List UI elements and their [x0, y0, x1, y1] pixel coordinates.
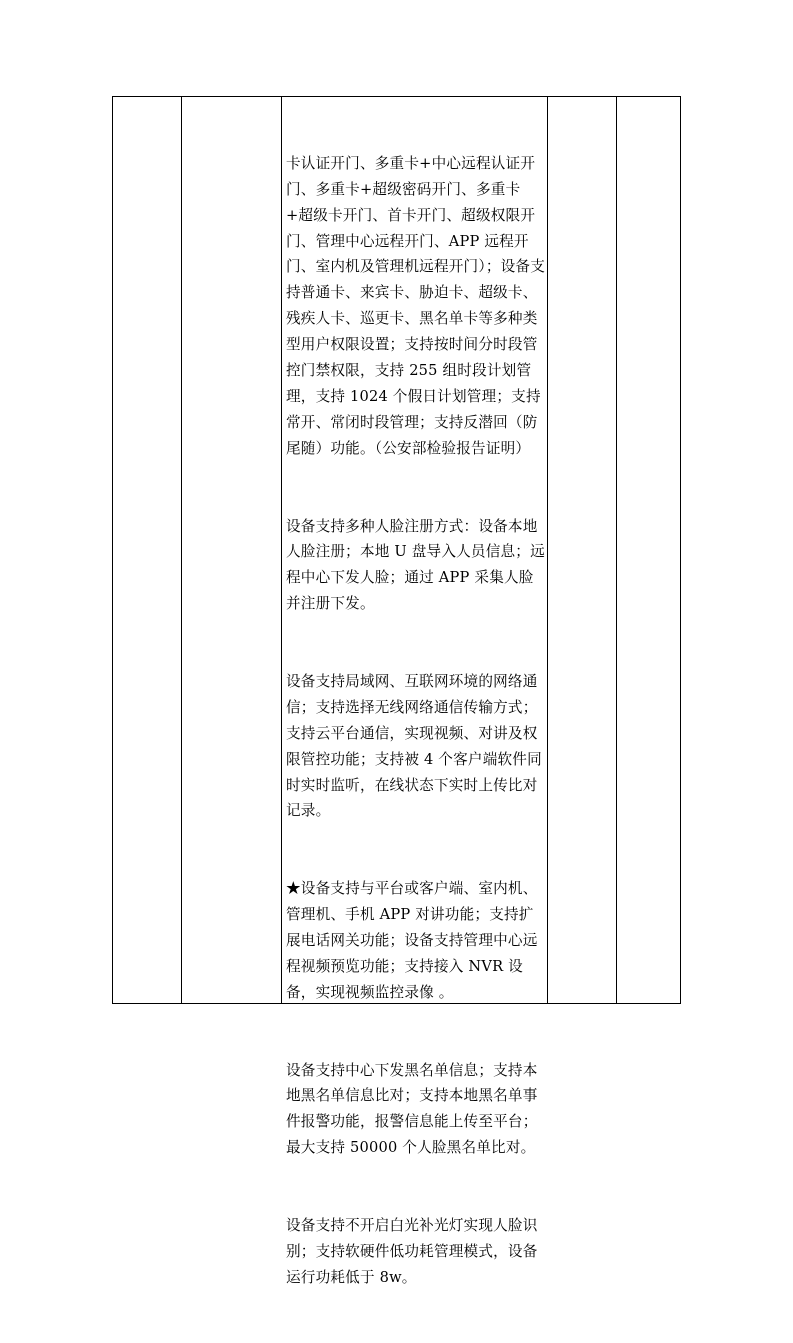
column-divider-3 — [547, 97, 548, 1003]
spec-description-cell — [286, 99, 546, 1343]
spec-paragraph-4: ★设备支持与平台或客户端、室内机、管理机、手机 APP 对讲功能；支持扩展电话网关功能；设备支持管理中心远程视频预览功能；支持接入 NVR 设备，实现视频监控录像 。 — [286, 880, 538, 1001]
spec-paragraph-3: 设备支持局域网、互联网环境的网络通信；支持选择无线网络通信传输方式；支持云平台通信，实现视频、对讲及权限管控功能；支持被 4 个客户端软件同时实时监听，在线状态下实时上传比对记录。 — [286, 672, 542, 820]
column-divider-1 — [181, 97, 182, 1003]
spec-paragraph-6: 设备支持不开启白光补光灯实现人脸识别；支持软硬件低功耗管理模式，设备运行功耗低于 8w。 — [286, 1216, 538, 1286]
column-divider-2 — [281, 97, 282, 1003]
spec-table — [112, 96, 681, 1286]
spec-paragraph-1: 卡认证开门、多重卡+中心远程认证开门、多重卡+超级密码开门、多重卡+超级卡开门、首卡开门、超级权限开门、管理中心远程开门、APP 远程开门、室内机及管理机远程开门）；设备支持普通卡、来宾卡、胁迫卡、超级卡、残疾人卡、巡更卡、黑名单卡等多种类型用户权限设置；支持按时间分时段管控门禁权限，支持 255 组时段计划管理，支持 1024 个假日计划管理；支持常开、常闭时段管理；支持反潜回（防尾随）功能。（公安部检验报告证明） — [286, 154, 545, 457]
spec-paragraph-5: 设备支持中心下发黑名单信息；支持本地黑名单信息比对；支持本地黑名单事件报警功能，报警信息能上传至平台；最大支持 50000 个人脸黑名单比对。 — [286, 1061, 538, 1157]
spec-paragraph-2: 设备支持多种人脸注册方式：设备本地人脸注册；本地 U 盘导入人员信息；远程中心下发人脸；通过 APP 采集人脸并注册下发。 — [286, 517, 545, 613]
column-divider-4 — [616, 97, 617, 1003]
